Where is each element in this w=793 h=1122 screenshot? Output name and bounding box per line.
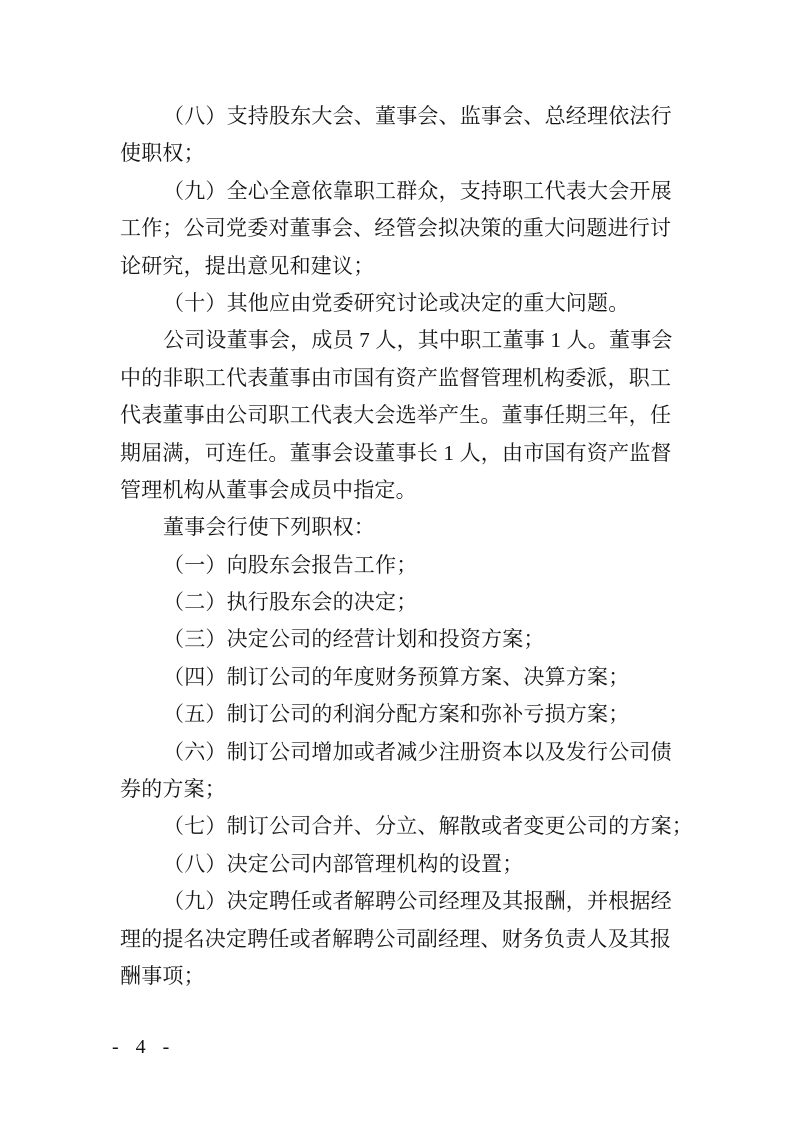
text-line: （九）决定聘任或者解聘公司经理及其报酬，并根据经 [163,889,672,914]
text-line: 公司设董事会，成员 7 人，其中职工董事 1 人。董事会 [163,328,673,353]
text-line: 券的方案； [120,777,226,802]
text-line: （八）支持股东大会、董事会、监事会、总经理依法行 [163,104,672,128]
text-line: （十）其他应由党委研究讨论或决定的重大问题。 [163,290,630,315]
text-line: （九）全心全意依靠职工群众，支持职工代表大会开展 [163,178,672,203]
text-line: 管理机构从董事会成员中指定。 [120,477,417,502]
text-line: （一）向股东会报告工作； [163,552,418,577]
text-line: 理的提名决定聘任或者解聘公司副经理、财务负责人及其报 [120,926,672,951]
text-line: （八）决定公司内部管理机构的设置； [163,851,524,876]
text-line: （六）制订公司增加或者减少注册资本以及发行公司债 [163,739,672,764]
text-line: （七）制订公司合并、分立、解散或者变更公司的方案； [163,814,693,839]
text-line: （二）执行股东会的决定； [163,590,418,615]
text-line: 工作；公司党委对董事会、经管会拟决策的重大问题进行讨 [120,216,672,241]
text-line: （三）决定公司的经营计划和投资方案； [163,627,545,652]
page-number: - 4 - [112,1036,176,1058]
text-line: 期届满，可连任。董事会设董事长 1 人，由市国有资产监督 [120,440,672,465]
text-line: 代表董事由公司职工代表大会选举产生。董事任期三年，任 [120,403,672,428]
text-line: （四）制订公司的年度财务预算方案、决算方案； [163,664,630,689]
text-line: 中的非职工代表董事由市国有资产监督管理机构委派，职工 [120,365,672,390]
document-body [120,98,693,995]
text-line: 使职权； [120,141,205,166]
text-line: （五）制订公司的利润分配方案和弥补亏损方案； [163,702,630,727]
text-line: 论研究，提出意见和建议； [120,253,375,278]
text-line: 酬事项； [120,963,205,988]
text-line: 董事会行使下列职权： [163,515,375,540]
